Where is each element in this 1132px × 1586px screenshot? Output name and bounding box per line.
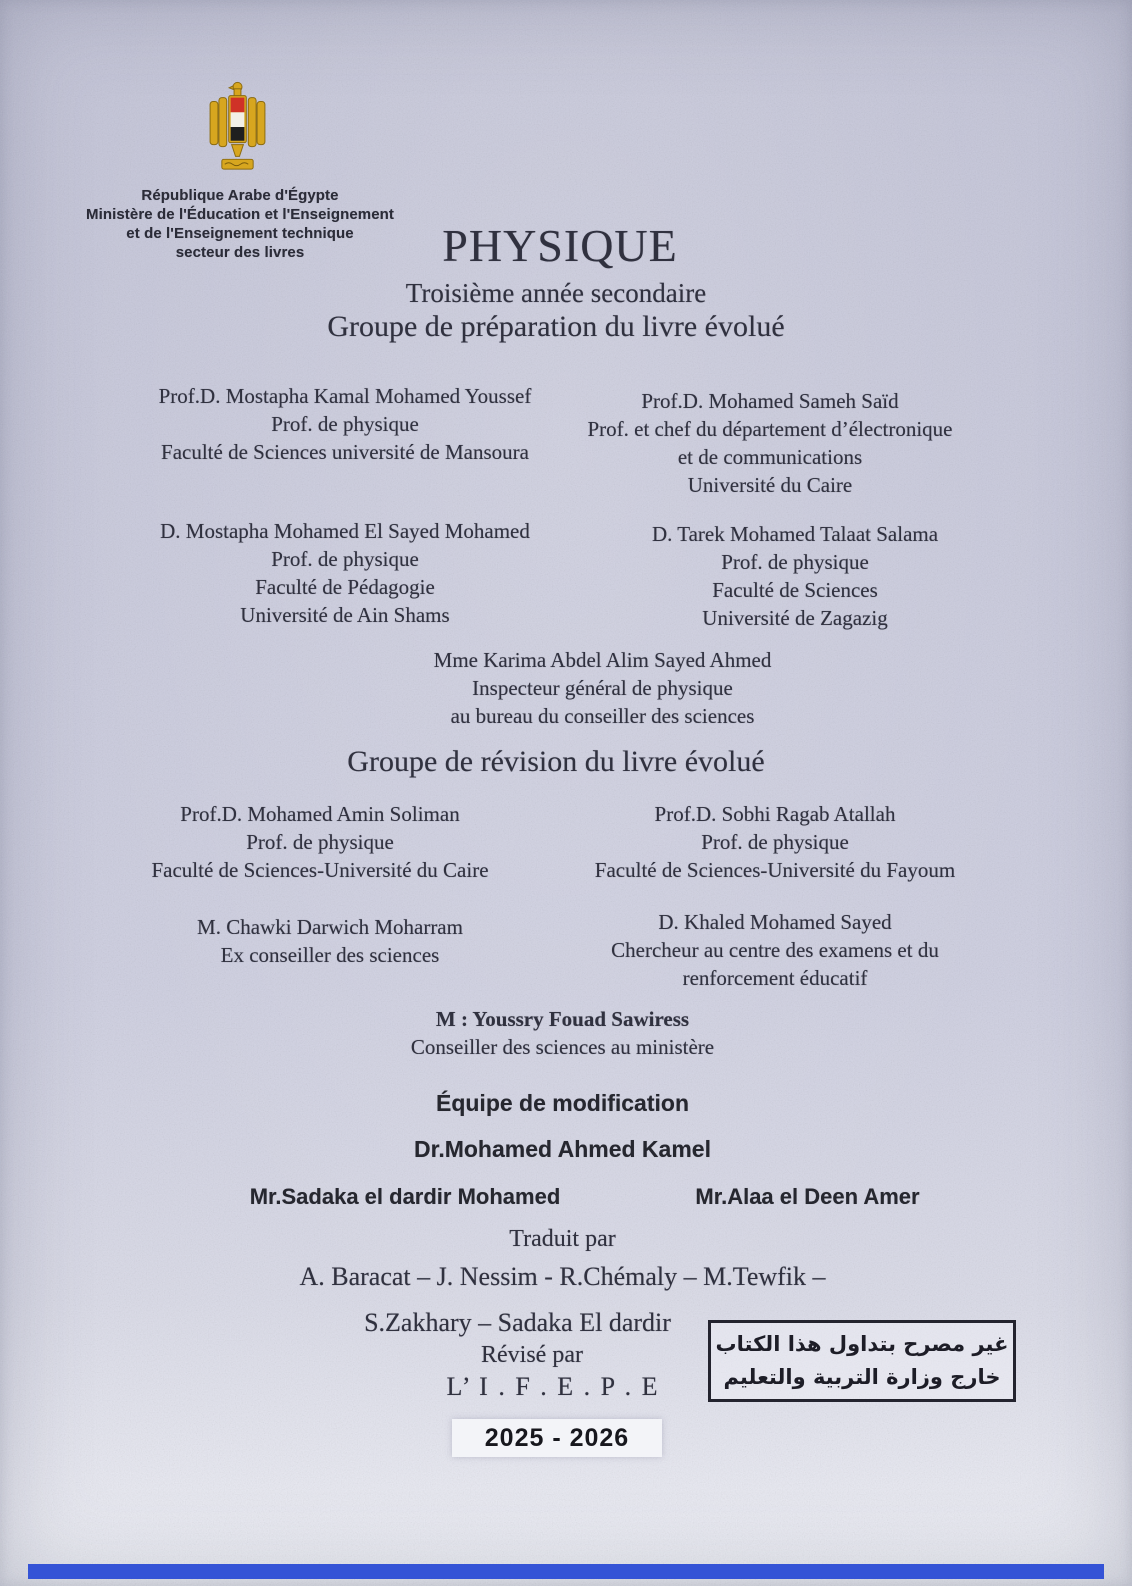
credit-block-prep-1-right <box>555 387 985 499</box>
notice-line-arabic: غير مصرح بتداول هذا الكتاب <box>715 1332 1009 1356</box>
credit-line: Prof. de physique <box>271 547 419 571</box>
revised-by: L’ I . F . E . P . E <box>446 1372 660 1401</box>
credit-line: Prof. de physique <box>246 830 394 854</box>
credit-line: Faculté de Sciences université de Mansoura <box>161 440 529 464</box>
revision-heading: Groupe de révision du livre évolué <box>347 745 765 778</box>
credit-block-prep-2-left <box>100 517 590 629</box>
counselor-role: Conseiller des sciences au ministère <box>410 1035 715 1059</box>
credit-block-inspector <box>70 646 1132 730</box>
credit-line: renforcement éducatif <box>682 966 868 990</box>
credit-line: au bureau du conseiller des sciences <box>450 704 755 728</box>
translation-heading: Traduit par <box>509 1226 616 1252</box>
book-title: PHYSIQUE <box>442 220 678 271</box>
credit-line: Prof. de physique <box>701 830 849 854</box>
circulation-notice-box <box>708 1320 1016 1402</box>
credit-line: D. Khaled Mohamed Sayed <box>658 910 892 934</box>
credit-line: D. Tarek Mohamed Talaat Salama <box>651 522 939 546</box>
credit-line: Chercheur au centre des examens et du <box>611 938 939 962</box>
credit-block-rev-2-left <box>105 913 555 969</box>
credit-line: Faculté de Sciences <box>712 578 878 602</box>
credit-line: Prof.D. Sobhi Ragab Atallah <box>654 802 896 826</box>
credit-block-rev-1-left <box>70 800 570 884</box>
modification-lead: Dr.Mohamed Ahmed Kamel <box>414 1136 711 1162</box>
credit-line: D. Mostapha Mohamed El Sayed Mohamed <box>160 519 530 543</box>
credit-line: Ex conseiller des sciences <box>220 943 440 967</box>
credit-line: Prof.D. Mostapha Kamal Mohamed Youssef <box>158 384 532 408</box>
school-year-label: 2025 - 2026 <box>452 1419 662 1457</box>
credit-line: Prof. de physique <box>721 550 869 574</box>
credit-block-prep-1-left <box>100 382 590 466</box>
ministry-line: République Arabe d'Égypte <box>141 187 339 204</box>
credit-line: Prof. de physique <box>271 412 419 436</box>
grade-subtitle: Troisième année secondaire <box>405 278 707 308</box>
ministry-line: Ministère de l'Éducation et l'Enseignement <box>85 206 395 223</box>
credit-line: Université du Caire <box>687 473 853 497</box>
egypt-eagle-icon <box>205 80 270 174</box>
ministry-line: secteur des livres <box>175 244 305 261</box>
credit-block-rev-1-right <box>555 800 995 884</box>
modification-member-left: Mr.Sadaka el dardir Mohamed <box>249 1184 561 1209</box>
credit-line: Inspecteur général de physique <box>472 676 733 700</box>
credit-line: Université de Zagazig <box>702 606 888 630</box>
translators-line-2: S.Zakhary – Sadaka El dardir <box>364 1308 671 1337</box>
credit-line: Prof.D. Mohamed Amin Soliman <box>180 802 460 826</box>
translators-line-1: A. Baracat – J. Nessim - R.Chémaly – M.Tewfik – <box>299 1262 826 1291</box>
credit-line: Mme Karima Abdel Alim Sayed Ahmed <box>433 648 772 672</box>
credit-line: Faculté de Pédagogie <box>255 575 435 599</box>
credit-line: Prof.D. Mohamed Sameh Saïd <box>641 389 899 413</box>
credit-block-counselor <box>0 1005 1125 1061</box>
credit-line: et de communications <box>677 445 863 469</box>
revised-label: Révisé par <box>481 1342 583 1368</box>
modification-member-right: Mr.Alaa el Deen Amer <box>695 1184 920 1209</box>
counselor-name: M : Youssry Fouad Sawiress <box>435 1007 690 1031</box>
credit-line: M. Chawki Darwich Moharram <box>197 915 463 939</box>
credit-line: Faculté de Sciences-Université du Caire <box>151 858 489 882</box>
ministry-line: et de l'Enseignement technique <box>126 225 354 242</box>
credit-block-prep-2-right <box>580 520 1010 632</box>
credit-line: Université de Ain Shams <box>240 603 450 627</box>
credit-line: Prof. et chef du département d’électronique <box>587 417 953 441</box>
preparation-heading: Groupe de préparation du livre évolué <box>327 310 785 343</box>
modification-heading: Équipe de modification <box>435 1090 689 1116</box>
credit-line: Faculté de Sciences-Université du Fayoum <box>594 858 956 882</box>
credit-block-rev-2-right <box>555 908 995 992</box>
notice-line-arabic: خارج وزارة التربية والتعليم <box>723 1365 1001 1389</box>
bottom-edge-bar <box>28 1564 1104 1579</box>
